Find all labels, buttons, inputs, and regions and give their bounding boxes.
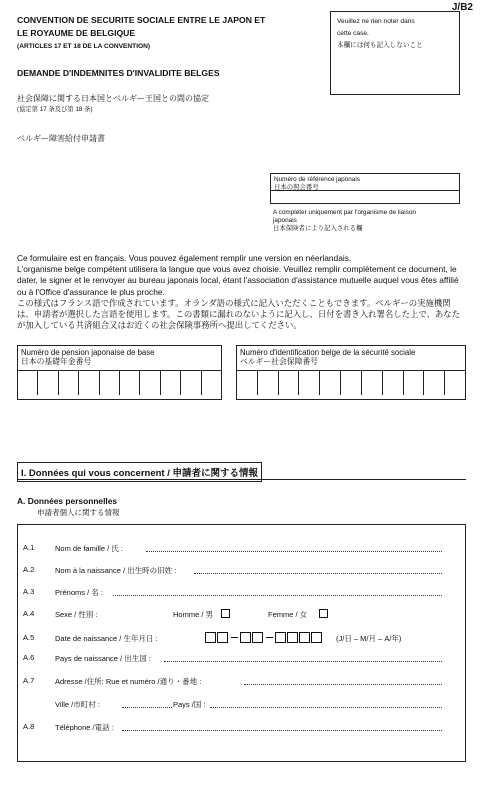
- field-label: Prénoms / 名 :: [55, 588, 103, 597]
- field-code: A.1: [23, 543, 35, 552]
- jp-convention-title: 社会保障に関する日本国とベルギー王国との間の協定: [17, 94, 209, 103]
- field-code: A.5: [23, 633, 35, 642]
- japanese-reference-box[interactable]: [270, 173, 460, 204]
- form-title: DEMANDE D'INDEMNITES D'INVALIDITE BELGES: [17, 68, 220, 78]
- date-format-hint: (J/日 – M/月 – A/年): [336, 634, 402, 643]
- office-use-box: [330, 11, 460, 95]
- ref-note-3: 日本保険者により記入される欄: [273, 225, 363, 232]
- femme-checkbox[interactable]: [319, 609, 328, 618]
- field-label: Nom de famille / 氏 :: [55, 544, 123, 553]
- pension-number-cells[interactable]: [18, 370, 221, 395]
- field-label: Nom à la naissance / 出生時の旧姓 :: [55, 566, 177, 575]
- city-label: Ville /市町村 :: [55, 700, 100, 709]
- field-label: Téléphone /電話 :: [55, 723, 114, 732]
- field-code: A.4: [23, 609, 35, 618]
- ref-label: Numéro de référence japonais: [274, 176, 360, 183]
- sex-homme-option[interactable]: [173, 609, 230, 620]
- homme-label: Homme / 男: [173, 610, 214, 619]
- country-input[interactable]: [210, 699, 442, 708]
- family-name-input[interactable]: [146, 543, 442, 552]
- field-label: Adresse /住所: Rue et numéro /通り・番地 :: [55, 677, 202, 686]
- ref-note-2: japonais: [273, 217, 297, 224]
- ref-label-jp: 日本の照会番号: [274, 184, 319, 191]
- personal-data-box: [17, 524, 466, 762]
- street-input[interactable]: [244, 676, 442, 685]
- title-line-2: LE ROYAUME DE BELGIQUE: [17, 28, 136, 38]
- field-code: A.3: [23, 587, 35, 596]
- instructions-fr-1: Ce formulaire est en français. Vous pouvez également remplir une version en néerlandais.: [17, 253, 352, 263]
- japanese-pension-number-box: [17, 345, 222, 400]
- first-names-input[interactable]: [113, 587, 442, 596]
- instructions: [17, 253, 467, 331]
- field-code: A.6: [23, 653, 35, 662]
- ident-number-cells[interactable]: [237, 370, 465, 395]
- jp-form-title: ベルギー障害給付申請書: [17, 134, 105, 143]
- birth-date-boxes[interactable]: [205, 632, 323, 643]
- instructions-jp: この様式はフランス語で作成されています。オランダ語の様式に記入いただくこともできます。ベルギーの実施機関は、申請者が選択した言語を使用します。この書類に漏れのないように記入し、日付を書き入れ署名した上で、あなたが加入している共済組合又はお近くの社会保険事務所へ提出してください。: [17, 297, 461, 331]
- field-label: Sexe / 性別 :: [55, 610, 98, 619]
- ref-note: [273, 209, 473, 233]
- section-1-title: I. Données qui vous concernent / 申請者に関する情報: [21, 468, 258, 479]
- title-articles: (ARTICLES 17 ET 18 DE LA CONVENTION): [17, 43, 151, 50]
- country-label: Pays /国 :: [173, 700, 206, 709]
- sex-femme-option[interactable]: [268, 609, 328, 620]
- instructions-fr-2: L'organisme belge compétent utilisera la langue que vous avez choisie. Veuillez remplir complètement ce document, le dater, le signer et le renvoyer au bureau japonais local, étant l'association d'assistance mutuelle auquel vous êtes affilié ou à l'Office d'assurance le plus proche.: [17, 264, 459, 297]
- convention-title: [17, 14, 317, 53]
- office-use-line-3: 本欄には何も記入しないこと: [337, 42, 423, 49]
- pension-label-jp: 日本の基礎年金番号: [21, 357, 92, 366]
- birth-country-input[interactable]: [164, 653, 442, 662]
- telephone-input[interactable]: [122, 722, 442, 731]
- subsection-a-title-jp: 申請者個人に関する情報: [37, 508, 120, 517]
- field-label: Date de naissance / 生年月日 :: [55, 634, 158, 643]
- field-label: Pays de naissance / 出生国 :: [55, 654, 151, 663]
- pension-label: Numéro de pension japonaise de base: [21, 348, 155, 357]
- ident-label-jp: ベルギー社会保障番号: [240, 357, 318, 366]
- homme-checkbox[interactable]: [221, 609, 230, 618]
- jp-articles: (協定第 17 条及び第 18 条): [17, 106, 93, 113]
- field-code: A.8: [23, 722, 35, 731]
- subsection-a-title: A. Données personnelles: [17, 496, 118, 506]
- section-divider: [17, 479, 466, 480]
- birth-name-input[interactable]: [194, 565, 442, 574]
- field-code: A.7: [23, 676, 35, 685]
- title-line-1: CONVENTION DE SECURITE SOCIALE ENTRE LE JAPON ET: [17, 15, 266, 25]
- office-use-line-2: cette case.: [337, 30, 369, 37]
- belgian-id-number-box: [236, 345, 466, 400]
- ref-note-1: A compléter uniquement par l'organisme de liaison: [273, 209, 416, 216]
- femme-label: Femme / 女: [268, 610, 308, 619]
- city-input[interactable]: [122, 699, 172, 708]
- form-code: J/B2: [451, 2, 473, 13]
- ident-label: Numéro d'identification belge de la sécurité sociale: [240, 348, 416, 357]
- field-code: A.2: [23, 565, 35, 574]
- office-use-line-1: Veuillez ne rien noter dans: [337, 18, 415, 25]
